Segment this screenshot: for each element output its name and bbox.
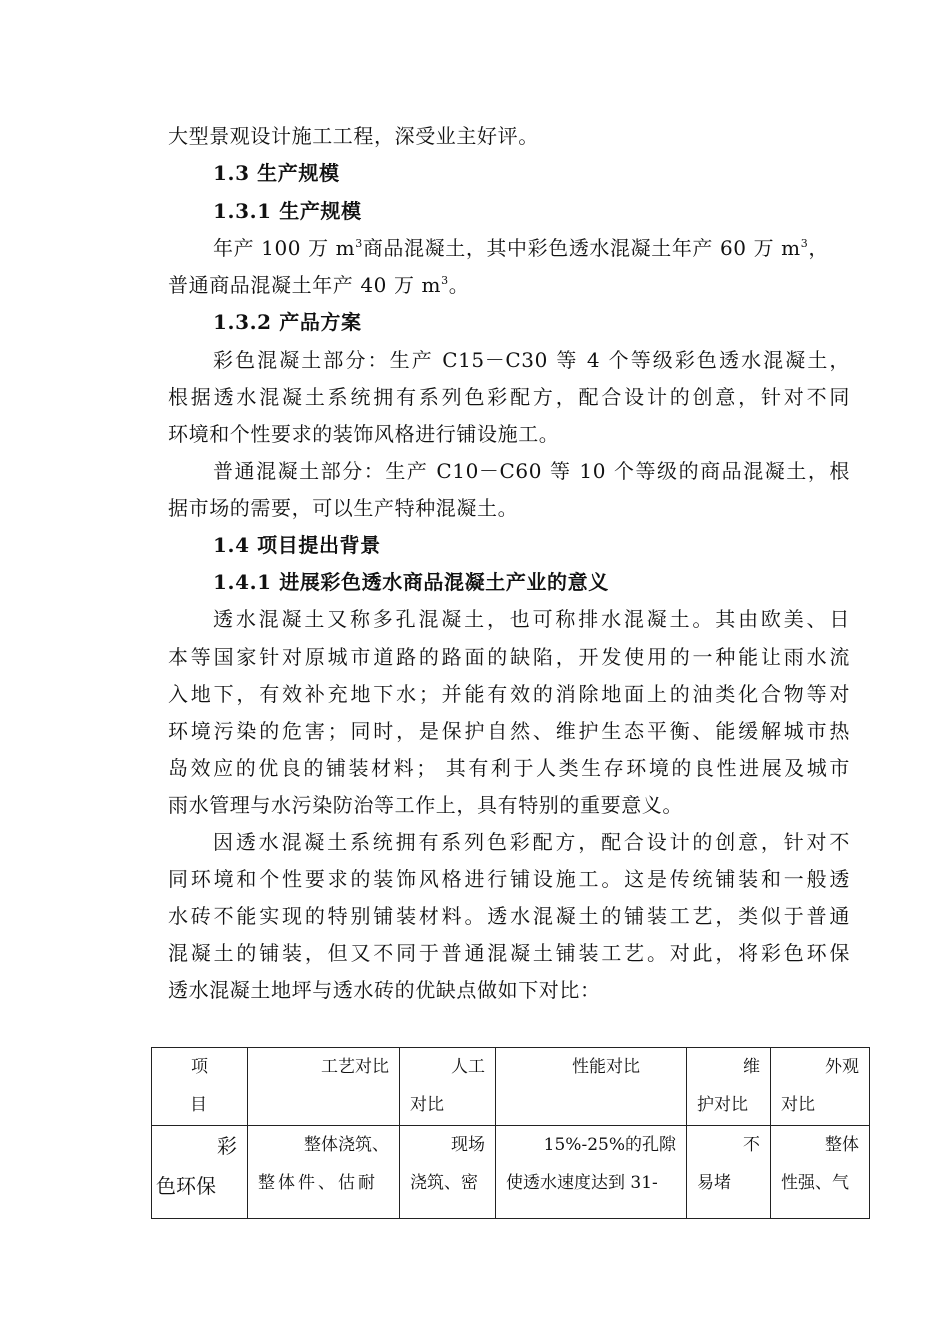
- paragraph-line: 岛效应的优良的铺装材料； 其有利于人类生存环境的良性进展及城市: [168, 756, 850, 780]
- section-heading-1-4: 1.4 项目提出背景: [213, 533, 381, 557]
- paragraph-line: 根据透水混凝土系统拥有系列色彩配方，配合设计的创意，针对不同: [168, 385, 850, 409]
- cell-text: 不: [743, 1135, 760, 1155]
- superscript: 3: [800, 237, 809, 250]
- paragraph-line: 透水混凝土地坪与透水砖的优缺点做如下对比：: [168, 978, 601, 1002]
- table-header-cell: [496, 1048, 687, 1126]
- superscript: 3: [355, 237, 363, 250]
- paragraph-line: 因透水混凝土系统拥有系列色彩配方，配合设计的创意，针对不: [213, 830, 850, 854]
- cell-text: 浇筑、密: [410, 1173, 478, 1193]
- paragraph-line: 据市场的需要，可以生产特种混凝土。: [168, 496, 519, 520]
- paragraph-line: [168, 273, 469, 297]
- table-header-row: [152, 1048, 870, 1126]
- cell-text: 项: [191, 1057, 208, 1077]
- section-heading-1-3-1: 1.3.1 生产规模: [213, 199, 362, 223]
- table-cell: [771, 1126, 870, 1219]
- table-header-cell: [771, 1048, 870, 1126]
- superscript: 3: [441, 274, 449, 287]
- text-run: 年产 100 万 m: [213, 236, 356, 260]
- cell-text: 对比: [781, 1095, 815, 1115]
- table-header-cell: [400, 1048, 496, 1126]
- paragraph-line: 雨水管理与水污染防治等工作上，具有特别的重要意义。: [168, 793, 683, 817]
- table-cell: [687, 1126, 771, 1219]
- table-header-cell: [152, 1048, 248, 1126]
- table-row: [152, 1126, 870, 1219]
- text-run: ，: [808, 236, 829, 260]
- table-cell: [496, 1126, 687, 1219]
- table-cell: [400, 1126, 496, 1219]
- cell-text: 彩: [217, 1134, 237, 1158]
- paragraph-line: 水砖不能实现的特别铺装材料。透水混凝土的铺装工艺，类似于普通: [168, 904, 850, 928]
- table-header-cell: [248, 1048, 400, 1126]
- section-heading-1-3-2: 1.3.2 产品方案: [213, 310, 362, 334]
- paragraph-line: 混凝土的铺装，但又不同于普通混凝土铺装工艺。对此，将彩色环保: [168, 941, 850, 965]
- cell-text: 护对比: [697, 1095, 748, 1115]
- paragraph-line: 普通混凝土部分：生产 C10－C60 等 10 个等级的商品混凝土，根: [213, 459, 850, 483]
- paragraph-line: 同环境和个性要求的装饰风格进行铺设施工。这是传统铺装和一般透: [168, 867, 850, 891]
- cell-text: 整体件、估耐: [258, 1173, 378, 1193]
- cell-text: 易堵: [697, 1173, 731, 1193]
- cell-text: 色环保: [156, 1174, 216, 1198]
- text-run: 商品混凝土，其中彩色透水混凝土年产 60 万 m: [362, 236, 801, 260]
- cell-text: 对比: [410, 1095, 444, 1115]
- paragraph-line: 透水混凝土又称多孔混凝土，也可称排水混凝土。其由欧美、日: [213, 607, 850, 631]
- text-run: 普通商品混凝土年产 40 万 m: [168, 273, 442, 297]
- paragraph-line: 环境污染的危害；同时，是保护自然、维护生态平衡、能缓解城市热: [168, 719, 850, 743]
- cell-text: 整体: [825, 1135, 859, 1155]
- table-cell: [248, 1126, 400, 1219]
- table-header-cell: [687, 1048, 771, 1126]
- cell-text: 外观: [825, 1057, 859, 1077]
- section-heading-1-4-1: 1.4.1 进展彩色透水商品混凝土产业的意义: [213, 570, 609, 594]
- paragraph-line: [213, 236, 829, 260]
- cell-text: 目: [190, 1095, 207, 1115]
- cell-text: 人工: [451, 1057, 485, 1077]
- paragraph-line: 入地下，有效补充地下水；并能有效的消除地面上的油类化合物等对: [168, 682, 850, 706]
- cell-text: 整体浇筑、: [304, 1135, 389, 1155]
- cell-text: 使透水速度达到 31-: [506, 1173, 658, 1193]
- paragraph-line: 环境和个性要求的装饰风格进行铺设施工。: [168, 422, 560, 446]
- cell-text: 性强、气: [781, 1173, 849, 1193]
- cell-text: 现场: [451, 1135, 485, 1155]
- paragraph-line: 大型景观设计施工工程，深受业主好评。: [168, 124, 539, 148]
- cell-text: 工艺对比: [321, 1057, 389, 1077]
- paragraph-line: 本等国家针对原城市道路的路面的缺陷，开发使用的一种能让雨水流: [168, 645, 850, 669]
- section-heading-1-3: 1.3 生产规模: [213, 161, 340, 185]
- cell-text: 性能对比: [572, 1057, 640, 1077]
- text-run: 。: [448, 273, 470, 297]
- comparison-table: [151, 1047, 870, 1219]
- table-cell: [152, 1126, 248, 1219]
- cell-text: 维: [743, 1057, 760, 1077]
- paragraph-line: 彩色混凝土部分：生产 C15－C30 等 4 个等级彩色透水混凝土，: [213, 348, 850, 372]
- cell-text: 15%-25%的孔隙: [543, 1135, 676, 1155]
